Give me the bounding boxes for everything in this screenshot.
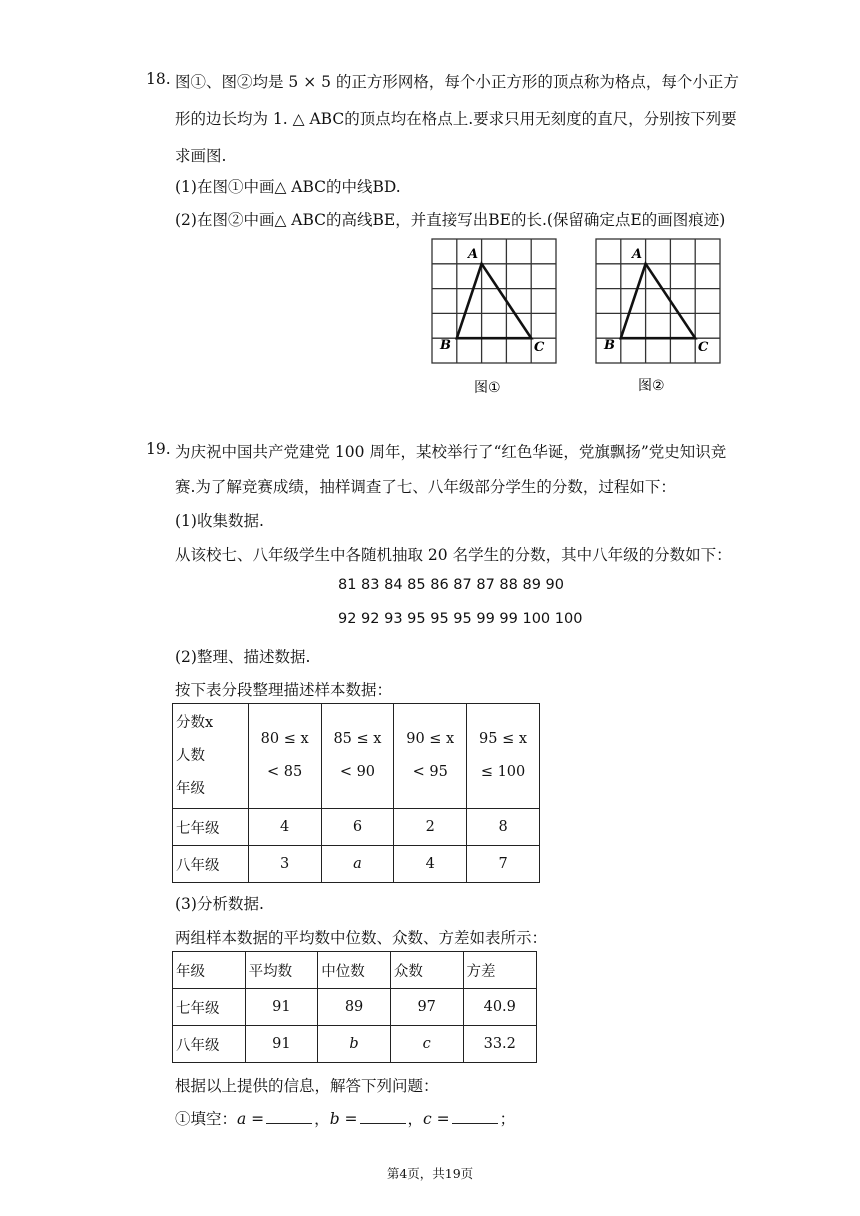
q19-step2: (2)整理、描述数据.	[175, 648, 311, 666]
corner-grade: 年级	[176, 780, 205, 797]
range-top: 90 ≤ x	[406, 731, 455, 747]
col-header: 年级	[173, 952, 246, 989]
blank-a[interactable]	[266, 1109, 312, 1124]
range-top: 85 ≤ x	[333, 731, 382, 747]
col-header: 中位数	[318, 952, 391, 989]
grade-cell: 八年级	[173, 1026, 246, 1063]
figure2-caption: 图②	[638, 378, 665, 394]
range-top: 80 ≤ x	[260, 731, 309, 747]
variance-cell: 33.2	[463, 1026, 537, 1063]
q18-number: 18.	[146, 70, 171, 88]
range-bottom: < 90	[339, 764, 376, 780]
count-cell: 4	[394, 846, 467, 883]
label-C-2: C	[698, 340, 709, 355]
range-header	[467, 704, 540, 809]
q19-line1: 为庆祝中国共产党建党 100 周年，某校举行了“红色华诞，党旗飘扬”党史知识竞	[175, 443, 727, 461]
median-cell: 89	[318, 989, 391, 1026]
count-cell-a: a	[321, 846, 394, 883]
q18-line2: 形的边长均为 1. △ ABC的顶点均在格点上.要求只用无刻度的直尺，分别按下列要	[175, 110, 737, 128]
count-cell: 3	[248, 846, 321, 883]
q19-step3: (3)分析数据.	[175, 895, 264, 913]
fill-sep: ，	[314, 1110, 330, 1128]
q18-line3: 求画图.	[175, 147, 227, 165]
fill-a-label: a =	[237, 1110, 265, 1128]
blank-c[interactable]	[452, 1109, 498, 1124]
q19-line2: 赛.为了解竞赛成绩，抽样调查了七、八年级部分学生的分数，过程如下：	[175, 478, 676, 496]
page-footer: 第4页，共19页	[386, 1166, 474, 1181]
q18-part1: (1)在图①中画△ ABC的中线BD.	[175, 178, 401, 196]
count-cell: 6	[321, 809, 394, 846]
figure-2	[592, 237, 722, 397]
grade-cell: 七年级	[173, 809, 249, 846]
q18-line1: 图①、图②均是 5 × 5 的正方形网格，每个小正方形的顶点称为格点，每个小正方	[175, 73, 739, 91]
table-row	[173, 1026, 537, 1063]
triangle-abc-1	[457, 264, 531, 338]
median-cell-b: b	[318, 1026, 391, 1063]
corner-score: 分数x	[176, 714, 214, 731]
fill-prefix: ①填空：	[175, 1110, 238, 1128]
q19-step2-text: 按下表分段整理描述样本数据：	[175, 681, 393, 699]
fill-sep: ，	[407, 1110, 424, 1128]
scores-row-2: 92 92 93 95 95 95 99 99 100 100	[338, 611, 583, 627]
q19-step3-text: 两组样本数据的平均数中位数、众数、方差如表所示：	[175, 929, 548, 947]
grade-cell: 七年级	[173, 989, 246, 1026]
grade-cell: 八年级	[173, 846, 249, 883]
scores-row-1: 81 83 84 85 86 87 87 88 89 90	[338, 577, 564, 593]
table-row	[173, 989, 537, 1026]
table-row	[173, 809, 540, 846]
range-header	[248, 704, 321, 809]
figure-1	[428, 237, 558, 397]
label-B-2: B	[604, 338, 615, 353]
table-header-row	[173, 952, 537, 989]
q18-part2: (2)在图②中画△ ABC的高线BE，并直接写出BE的长.(保留确定点E的画图痕迹)	[175, 211, 726, 229]
count-cell: 7	[467, 846, 540, 883]
q19-fill-line	[175, 1107, 515, 1129]
count-cell: 4	[248, 809, 321, 846]
mode-cell: 97	[390, 989, 463, 1026]
range-header	[394, 704, 467, 809]
figure1-caption: 图①	[474, 380, 501, 396]
score-distribution-table	[172, 703, 540, 883]
label-A-2: A	[632, 247, 643, 262]
range-bottom: ≤ 100	[480, 764, 526, 780]
label-A-1: A	[468, 247, 479, 262]
corner-count: 人数	[176, 747, 205, 764]
table-row	[173, 846, 540, 883]
blank-b[interactable]	[360, 1109, 406, 1124]
col-header: 方差	[463, 952, 537, 989]
count-cell: 8	[467, 809, 540, 846]
q19-step1: (1)收集数据.	[175, 512, 264, 530]
statistics-table	[172, 951, 537, 1063]
range-bottom: < 95	[412, 764, 448, 780]
mean-cell: 91	[245, 989, 318, 1026]
range-top: 95 ≤ x	[479, 731, 528, 747]
table1-corner	[173, 704, 249, 809]
range-bottom: < 85	[267, 764, 303, 780]
count-cell: 2	[394, 809, 467, 846]
q19-step1-text: 从该校七、八年级学生中各随机抽取 20 名学生的分数，其中八年级的分数如下：	[175, 546, 732, 564]
col-header: 平均数	[245, 952, 318, 989]
triangle-abc-2	[621, 264, 695, 338]
mean-cell: 91	[245, 1026, 318, 1063]
mode-cell-c: c	[390, 1026, 463, 1063]
col-header: 众数	[390, 952, 463, 989]
fill-b-label: b =	[329, 1110, 358, 1128]
fill-c-label: c =	[423, 1110, 450, 1128]
range-header	[321, 704, 394, 809]
q19-question-intro: 根据以上提供的信息，解答下列问题：	[175, 1077, 439, 1095]
variance-cell: 40.9	[463, 989, 537, 1026]
label-C-1: C	[534, 340, 545, 355]
q19-number: 19.	[146, 440, 171, 458]
fill-end: ；	[499, 1110, 516, 1128]
label-B-1: B	[440, 338, 451, 353]
